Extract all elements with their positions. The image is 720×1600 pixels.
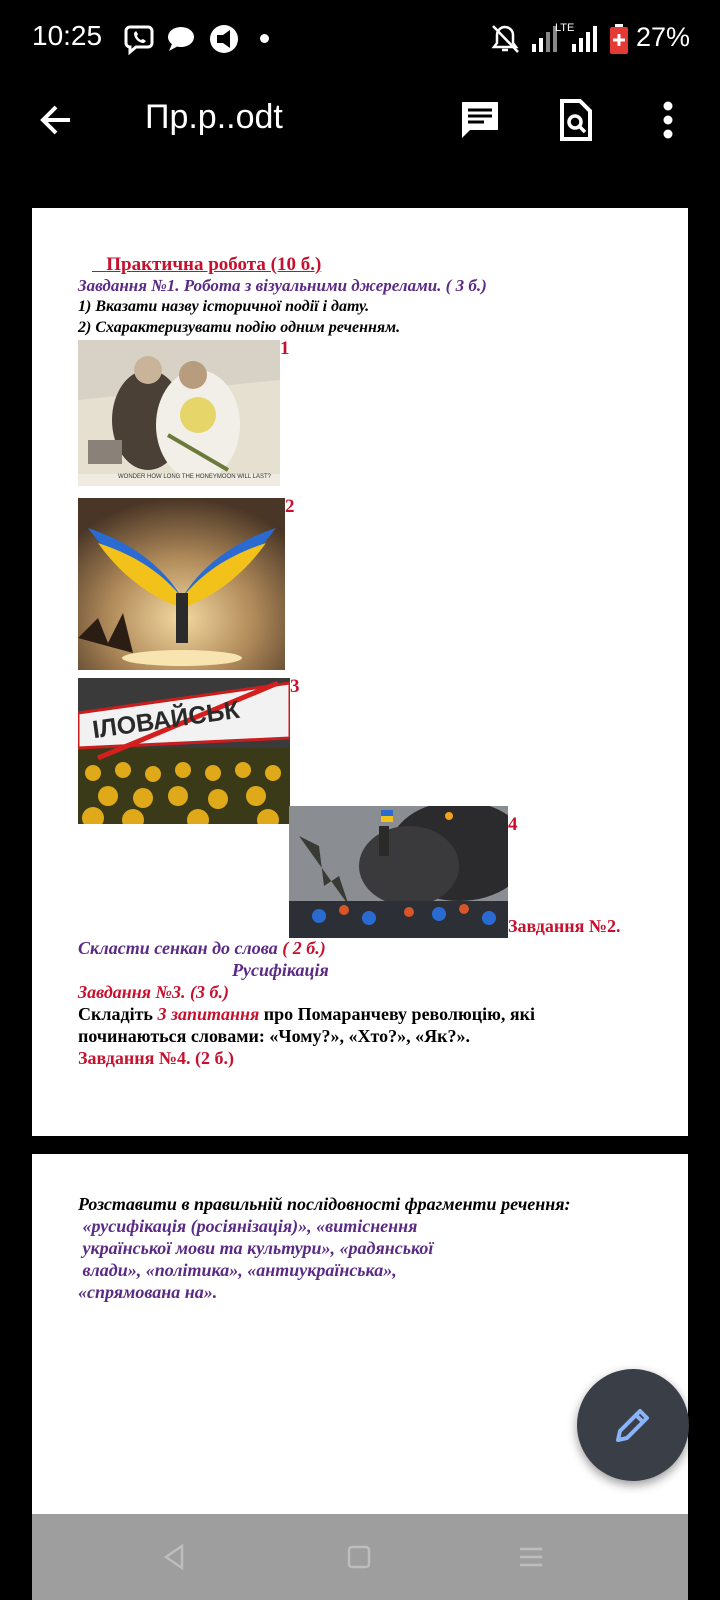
signal-icon [570, 22, 606, 56]
edit-pencil-icon [612, 1404, 654, 1446]
task1-line2: 2) Схарактеризувати подію одним реченням. [78, 319, 401, 336]
system-nav-bar [32, 1514, 688, 1600]
task4-instruction: Розставити в правильній послідовності фрагменти речення: [78, 1194, 571, 1214]
battery-icon [608, 22, 630, 56]
find-in-document-button[interactable] [546, 90, 606, 150]
battery-percent: 27% [636, 22, 691, 52]
image-2-label: 2 [285, 496, 295, 517]
back-arrow-icon [36, 100, 76, 140]
task2-title: Завдання №2. [508, 916, 621, 936]
task1-line1: 1) Вказати назву історичної події і дату. [78, 298, 370, 315]
viber-icon [122, 22, 156, 56]
fragments-line1: «русифікація (росіянізація)», «витіснення [78, 1216, 418, 1236]
task2-word: Русифікація [232, 960, 329, 980]
search-document-icon [554, 98, 598, 142]
task3-title: Завдання №3. (3 б.) [78, 982, 229, 1002]
task4-title: Завдання №4. (2 б.) [78, 1048, 234, 1068]
status-time: 10:25 [32, 20, 103, 51]
mute-icon [488, 22, 522, 56]
back-button[interactable] [26, 90, 86, 150]
cartoon-caption: WONDER HOW LONG THE HONEYMOON WILL LAST? [118, 474, 272, 480]
image-1-label: 1 [280, 338, 290, 359]
nav-recents-icon[interactable] [516, 1542, 546, 1572]
document-title: Пр.р..odt [145, 98, 283, 136]
page-heading: Практична робота (10 б.) [106, 254, 322, 275]
comments-button[interactable] [450, 90, 510, 150]
message-icon [164, 22, 198, 56]
notification-icon [207, 22, 241, 56]
nav-back-icon[interactable] [160, 1542, 190, 1572]
network-type: LTE [555, 22, 575, 34]
document-page-1 [32, 208, 688, 1136]
task1-title: Завдання №1. Робота з візуальними джерелами. ( 3 б.) [78, 276, 487, 295]
image-1-cartoon[interactable] [78, 340, 280, 486]
comment-icon [458, 98, 502, 142]
image-4-label: 4 [508, 814, 518, 835]
task3-text-line1: Складіть 3 запитання про Помаранчеву революцію, які [78, 1004, 536, 1024]
edit-fab-button[interactable] [577, 1369, 689, 1481]
fragments-line2: української мови та культури», «радянської [78, 1238, 434, 1258]
fragments-line4: «спрямована на». [78, 1282, 218, 1302]
more-options-button[interactable] [643, 90, 693, 150]
task2-text: Скласти сенкан до слова ( 2 б.) [78, 938, 326, 958]
task3-text-line2: починаються словами: «Чому?», «Хто?», «Як?». [78, 1026, 470, 1046]
fragments-line3: влади», «політика», «антиукраїнська», [78, 1260, 397, 1280]
image-3-label: 3 [290, 676, 300, 697]
image-3-ilovaisk[interactable] [78, 678, 290, 824]
dot-icon [260, 34, 269, 43]
ilovaisk-sign-text: ІЛОВАЙСЬК [90, 695, 242, 745]
image-4-maidan[interactable] [289, 806, 508, 938]
nav-home-icon[interactable] [344, 1542, 374, 1572]
image-2-angel[interactable] [78, 498, 285, 670]
more-vert-icon [662, 100, 674, 140]
